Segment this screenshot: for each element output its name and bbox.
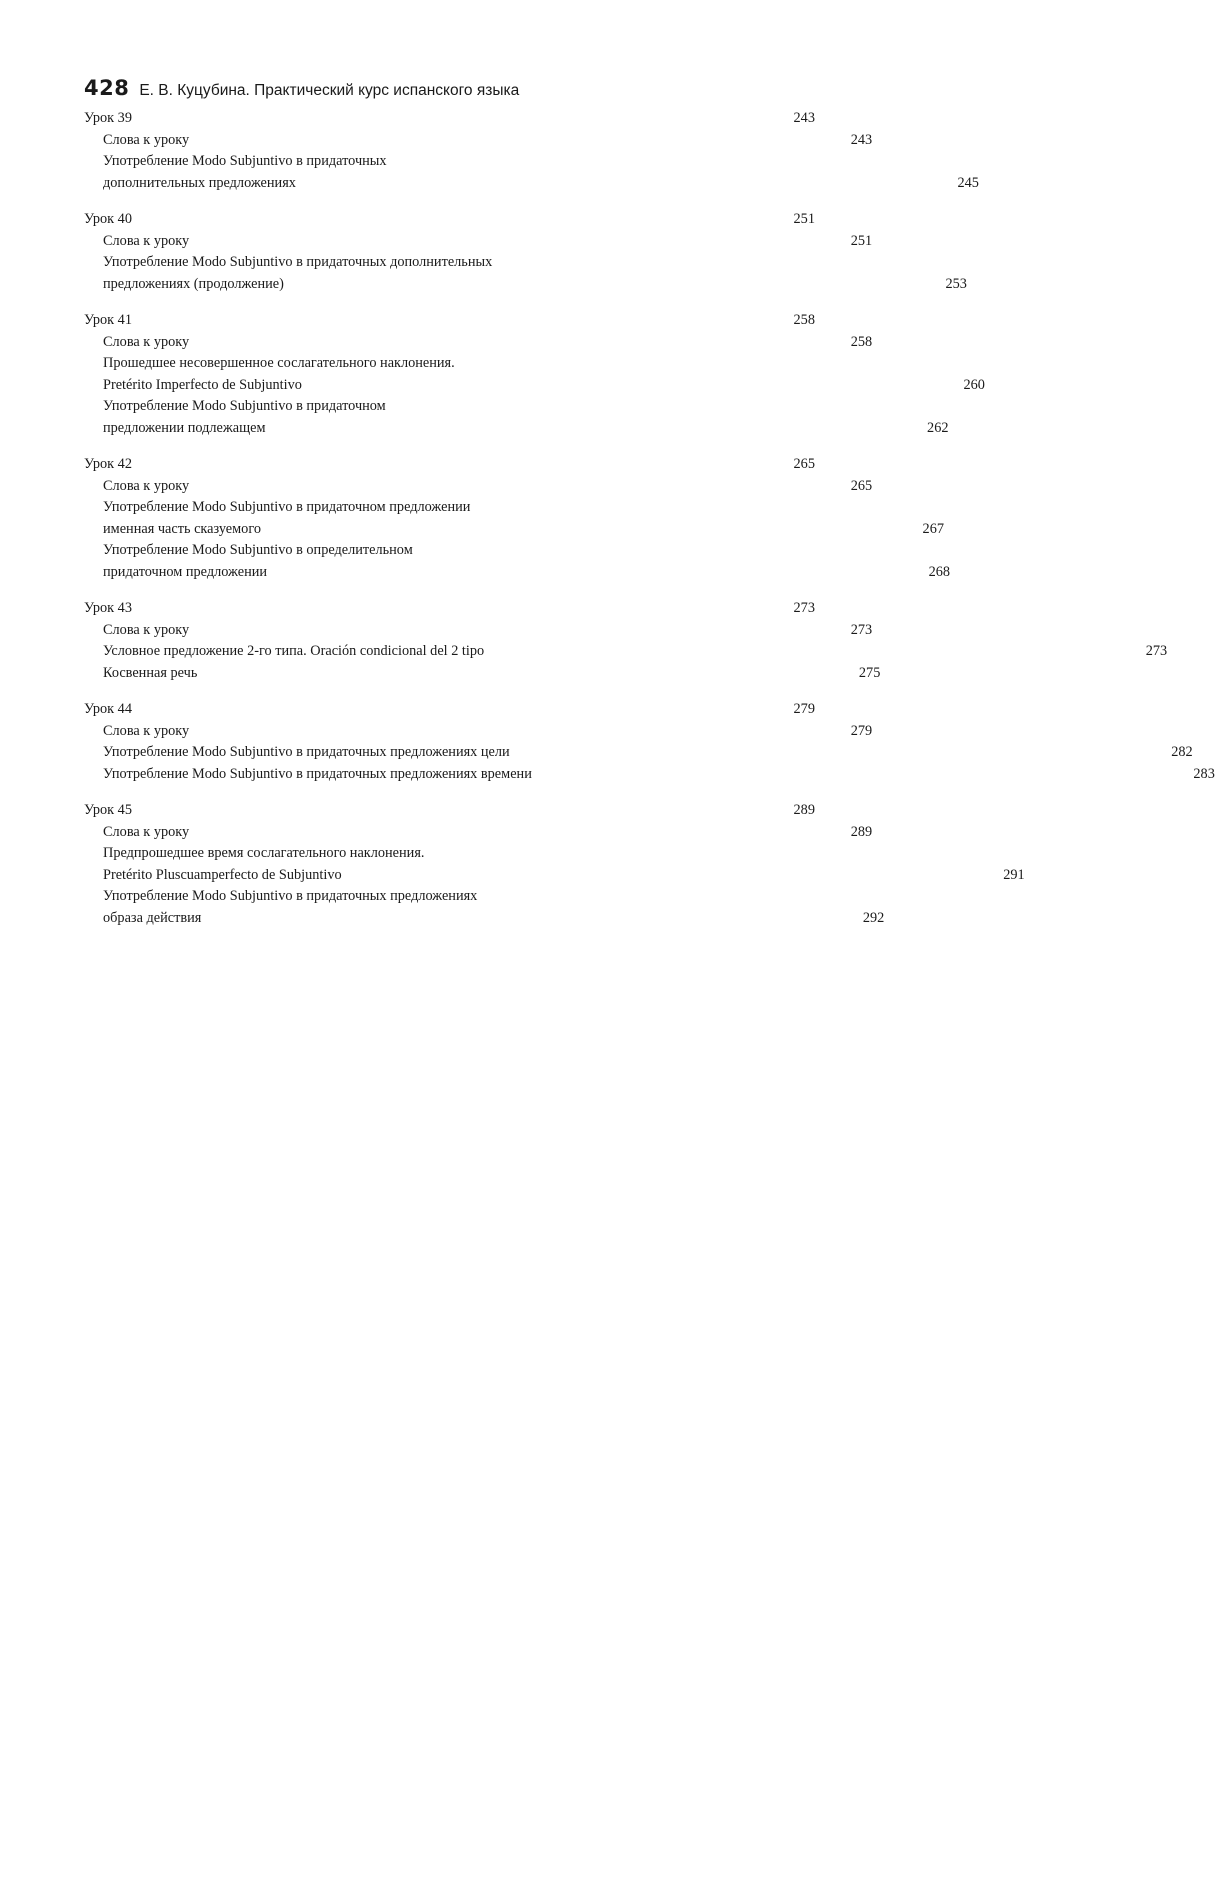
toc-entry-title: Урок 42 [84, 456, 132, 472]
toc-entry-title: Урок 39 [84, 110, 132, 126]
toc-page-number: 273 [850, 621, 873, 638]
toc-lesson-group [84, 108, 979, 194]
toc-entry-title: придаточном предложении [103, 563, 268, 580]
toc-entry-title: Pretérito Pluscuamperfecto de Subjuntivo [103, 866, 342, 883]
toc-entry-title: Слова к уроку [103, 333, 190, 350]
toc-entry-title: Урок 40 [84, 211, 132, 227]
toc-page-number: 262 [927, 419, 949, 436]
toc-page-number: 289 [850, 823, 873, 840]
toc-entry-title: Слова к уроку [103, 823, 190, 840]
toc-entry-title: Условное предложение 2-го типа. Oración condicional del 2 tipo [103, 643, 485, 659]
toc-page-number: 279 [793, 701, 815, 717]
toc-page-number: 258 [793, 312, 815, 328]
toc-page-number: 245 [957, 174, 979, 191]
toc-page-number: 253 [945, 275, 967, 292]
toc-page-number: 268 [928, 563, 951, 580]
toc-entry-title: Урок 44 [84, 701, 132, 717]
toc-entry-title: Употребление Modo Subjuntivo в придаточных дополнительных [103, 254, 493, 270]
toc-page-number: 265 [850, 477, 873, 494]
toc-entry-title: Употребление Modo Subjuntivo в придаточных предложениях времени [103, 765, 532, 782]
toc-page-number: 258 [850, 333, 873, 350]
toc-entry-title: Урок 43 [84, 600, 132, 616]
toc-entry-title: Употребление Modo Subjuntivo в придаточных предложениях цели [103, 744, 510, 760]
toc-entry-title: Употребление Modo Subjuntivo в придаточных предложениях [103, 888, 478, 904]
toc-lesson-entry [84, 598, 815, 620]
toc-entry-title: Прошедшее несовершенное сослагательного наклонения. [103, 355, 455, 371]
toc-lesson-entry [84, 209, 815, 231]
toc-entry-title: Предпрошедшее время сослагательного наклонения. [103, 845, 425, 861]
toc-lesson-entry [84, 454, 815, 476]
toc-page-number: 289 [793, 802, 815, 818]
running-head: Е. В. Куцубина. Практический курс испанского языка [139, 82, 520, 99]
toc-entry-title: предложениях (продолжение) [103, 275, 284, 292]
toc-entry-title: Употребление Modo Subjuntivo в придаточных [103, 153, 387, 169]
toc-page-number: 283 [1193, 765, 1215, 782]
toc-lesson-entry [84, 800, 815, 822]
toc-lesson-entry [84, 310, 815, 332]
toc-entry-title: Слова к уроку [103, 232, 190, 249]
toc-lesson-entry [84, 108, 815, 130]
toc-entry-title: Употребление Modo Subjuntivo в определительном [103, 542, 413, 558]
toc-lesson-group [84, 454, 951, 583]
toc-page-number: 251 [850, 232, 873, 249]
toc-entry-title: Употребление Modo Subjuntivo в придаточном предложении [103, 499, 471, 515]
toc-page-number: 267 [922, 520, 944, 537]
toc-entry-title: именная часть сказуемого [103, 520, 261, 537]
toc-page-number: 273 [1145, 643, 1168, 659]
toc-page-number: 292 [862, 909, 885, 926]
toc-entry-title: Слова к уроку [103, 722, 190, 739]
page-number: 428 [84, 76, 130, 100]
table-of-contents [84, 108, 1215, 944]
toc-entry-title: Слова к уроку [103, 131, 190, 148]
toc-page-number: 243 [793, 110, 815, 126]
toc-page-number: 282 [1171, 744, 1193, 760]
toc-entry-title: дополнительных предложениях [103, 174, 296, 191]
toc-entry-title: Слова к уроку [103, 621, 190, 638]
toc-page-number: 260 [963, 376, 985, 393]
toc-page-number: 265 [793, 456, 815, 472]
toc-page-number: 251 [793, 211, 815, 227]
toc-lesson-group [84, 699, 1215, 785]
toc-entry-title: Урок 41 [84, 312, 132, 328]
toc-page-number: 273 [793, 600, 815, 616]
toc-lesson-group [84, 598, 1168, 684]
toc-page-number: 243 [850, 131, 873, 148]
toc-lesson-group [84, 800, 1025, 929]
toc-entry-title: предложении подлежащем [103, 419, 266, 436]
toc-page-number: 275 [858, 664, 881, 681]
toc-entry-title: Pretérito Imperfecto de Subjuntivo [103, 376, 302, 393]
toc-page-number: 279 [850, 722, 873, 739]
toc-lesson-entry [84, 699, 815, 721]
toc-entry-title: образа действия [103, 909, 202, 926]
toc-entry-title: Косвенная речь [103, 664, 198, 681]
toc-entry-title: Урок 45 [84, 802, 132, 818]
toc-lesson-group [84, 310, 985, 439]
page-header [84, 76, 519, 100]
toc-entry-title: Употребление Modo Subjuntivo в придаточном [103, 398, 386, 414]
toc-entry-title: Слова к уроку [103, 477, 190, 494]
toc-lesson-group [84, 209, 967, 295]
toc-page-number: 291 [1003, 866, 1025, 883]
